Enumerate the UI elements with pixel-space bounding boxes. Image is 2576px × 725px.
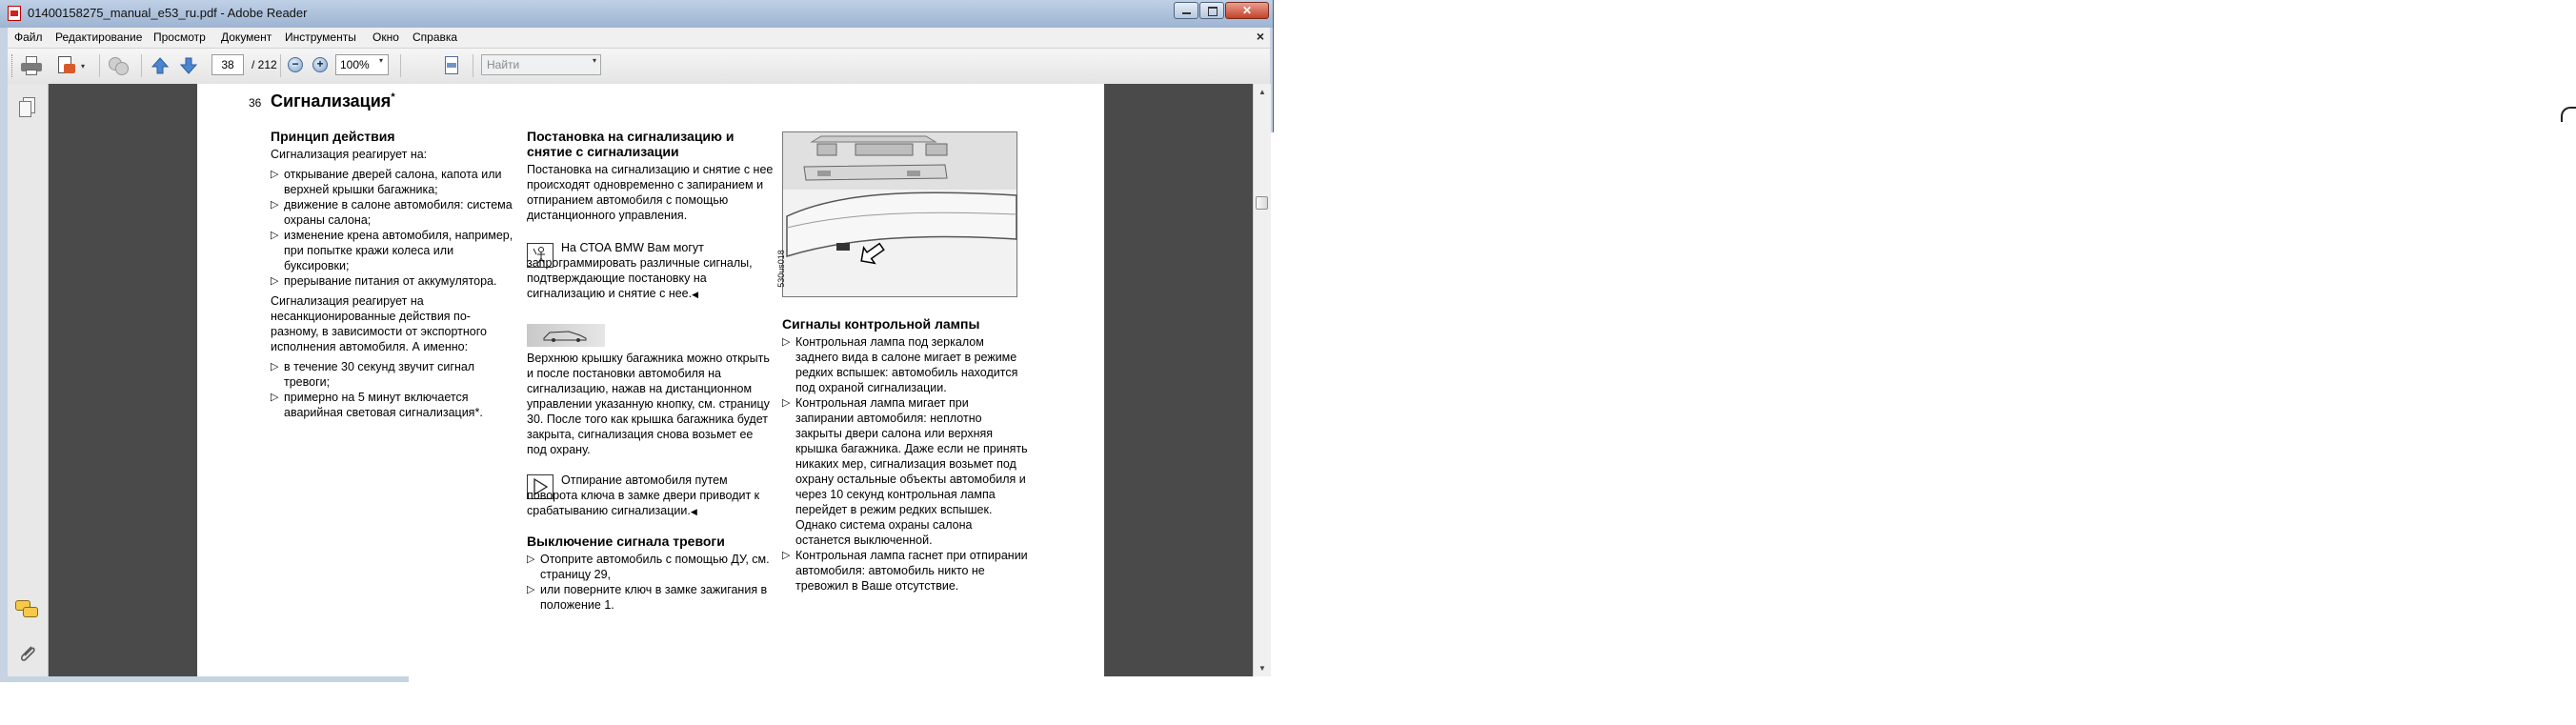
desktop-glyph [2561, 107, 2576, 122]
toolbar-separator [400, 54, 401, 77]
title-star: * [391, 91, 395, 103]
list-item: ▷ прерывание питания от аккумулятора. [271, 273, 518, 289]
list-item: ▷ открывание дверей салона, капота или верхней крышки багажника; [271, 167, 518, 197]
page-number-input[interactable]: 38 [211, 54, 244, 75]
collaborate-button[interactable] [107, 55, 131, 76]
paragraph: Постановка на сигнализацию и снятие с нее происходят одновременно с запиранием и отпиранием автомобиля с помощью дистанционного управления. [527, 163, 774, 222]
attachments-panel-button[interactable] [17, 642, 38, 671]
intro-text: Сигнализация реагирует на: [271, 148, 428, 161]
toolbar-separator [99, 54, 100, 77]
zoom-in-button[interactable] [312, 57, 328, 72]
heading-alarm-off: Выключение сигнала тревоги [527, 534, 725, 549]
zoom-out-icon: − [292, 57, 299, 70]
pen-icon [64, 64, 75, 73]
heading-indicator: Сигналы контрольной лампы [782, 316, 980, 332]
sign-button[interactable] [55, 56, 86, 75]
end-mark: ◀ [690, 507, 697, 516]
heading-principle: Принцип действия [271, 129, 395, 144]
pages-panel-button[interactable] [17, 97, 36, 118]
scroll-thumb[interactable] [1256, 196, 1268, 210]
list-item: ▷ Контрольная лампа под зеркалом заднего вида в салоне мигает в режиме редких вспышек: автомобиль находится под охраной сигнализации. [782, 334, 1030, 395]
comments-icon-2 [23, 607, 38, 617]
maximize-icon [1208, 7, 1218, 16]
scroll-down-arrow[interactable]: ▼ [1258, 664, 1266, 673]
service-note-text [527, 240, 776, 302]
menu-bar [8, 28, 1270, 49]
toolbar-separator [280, 54, 281, 77]
end-mark: ◀ [692, 290, 699, 299]
zoom-in-icon: + [316, 57, 324, 70]
maximize-button[interactable] [1199, 2, 1224, 19]
list-item: ▷ в течение 30 секунд звучит сигнал тревоги; [271, 359, 518, 390]
service-note: На СТОА BMW Вам могут запрограммировать различные сигналы, подтверждающие постановку на сигнализацию и снятие с нее. [527, 241, 753, 300]
car-icon [527, 324, 605, 347]
column-alarm-off [527, 534, 775, 613]
column-indicator [782, 316, 1030, 594]
zoom-level-select[interactable]: 100% [335, 54, 389, 75]
menu-file[interactable]: Файл [14, 30, 43, 44]
page-number: 36 [249, 96, 262, 110]
menu-document[interactable]: Документ [221, 30, 272, 44]
list-item: ▷ или поверните ключ в замке зажигания в положение 1. [527, 582, 775, 613]
page-total: / 212 [252, 58, 277, 71]
menu-edit[interactable]: Редактирование [55, 30, 143, 44]
column-principle [271, 129, 518, 420]
arrow-up-icon [151, 56, 170, 75]
search-input[interactable]: Найти [481, 54, 601, 75]
menu-view[interactable]: Просмотр [153, 30, 206, 44]
close-window-button[interactable] [1225, 2, 1269, 19]
list-item: ▷ примерно на 5 минут включается аварийная световая сигнализация*. [271, 390, 518, 420]
list-item: ▷ Контрольная лампа гаснет при отпирании автомобиля: автомобиль никто не тревожил в Ваше отсутствие. [782, 548, 1030, 594]
comments-panel-button[interactable] [15, 600, 40, 621]
trunk-text: Верхнюю крышку багажника можно открыть и после постановки автомобиля на сигнализацию, нажав на дистанционном управлении указанную кнопку, см. страницу 30. После того как крышка багажника будет закрыта, сигнализация снова возьмет ее под охрану. [527, 352, 770, 456]
page-title [271, 91, 395, 111]
paragraph: Сигнализация реагирует на несанкционированные действия по-разному, в зависимости от экспортного исполнения автомобиля. А именно: [271, 294, 487, 353]
toolbar [8, 49, 1270, 85]
figure-code: 530us018 [775, 250, 786, 288]
list-item: ▷ изменение крена автомобиля, например, при попытке кражи колеса или буксировки; [271, 228, 518, 273]
collaborate-icon-2 [115, 62, 129, 75]
printer-icon-tray [26, 70, 37, 75]
car-trunk-icon [527, 324, 605, 347]
list-item: ▷ движение в салоне автомобиля: система охраны салона; [271, 197, 518, 228]
pages-icon-front [19, 101, 31, 117]
tip-text [527, 473, 776, 519]
mirror-illustration [775, 131, 1017, 297]
vertical-scrollbar[interactable] [1253, 84, 1271, 676]
paperclip-icon [17, 642, 38, 665]
menu-tools[interactable]: Инструменты [285, 30, 356, 44]
window-title: 01400158275_manual_e53_ru.pdf - Adobe Reader [28, 6, 308, 20]
pdf-page [197, 84, 1104, 676]
tip: Отпирание автомобиля путем поворота ключа в замке двери приводит к срабатыванию сигнализации. [527, 473, 760, 517]
mirror-drawing [783, 132, 1016, 296]
toolbar-grip [11, 54, 15, 77]
menu-help[interactable]: Справка [413, 30, 458, 44]
next-page-button[interactable] [179, 56, 198, 75]
title-bar [0, 0, 1273, 28]
pdf-app-icon [8, 6, 21, 21]
fit-page-button[interactable] [442, 55, 461, 76]
zoom-dropdown-icon[interactable]: ▾ [379, 56, 384, 65]
heading-arming: Постановка на сигнализацию и снятие с сигнализации [527, 129, 735, 159]
toolbar-separator [141, 54, 142, 77]
minimize-button[interactable] [1174, 2, 1198, 19]
close-icon: ✕ [1241, 4, 1253, 17]
adobe-reader-window [0, 0, 1274, 682]
chevron-down-icon[interactable]: ▾ [81, 62, 86, 70]
fit-page-icon-bar [447, 63, 456, 68]
navigation-pane [8, 84, 49, 676]
scroll-up-arrow[interactable]: ▲ [1258, 88, 1266, 96]
minimize-icon [1182, 12, 1191, 14]
search-dropdown-icon[interactable]: ▾ [593, 56, 597, 65]
column-arming [527, 129, 775, 223]
page-title-text: Сигнализация [271, 91, 392, 111]
list-item: ▷ Отоприте автомобиль с помощью ДУ, см. страницу 29, [527, 552, 775, 582]
arrow-down-icon [179, 56, 198, 75]
zoom-out-button[interactable] [288, 57, 303, 72]
previous-page-button[interactable] [151, 56, 170, 75]
print-button[interactable] [21, 56, 42, 75]
menu-window[interactable]: Окно [372, 30, 399, 44]
close-document-button[interactable]: × [1256, 29, 1264, 44]
list-item: ▷ Контрольная лампа мигает при запирании автомобиля: неплотно закрыты двери салона или верхняя крышка багажника. Даже если не принять никаких мер, сигнализация возьмет под охрану остальные объекты автомобиля и через 10 секунд контрольная лампа перейдет в режим редких вспышек. Однако система охраны салона останется выключенной. [782, 395, 1030, 548]
